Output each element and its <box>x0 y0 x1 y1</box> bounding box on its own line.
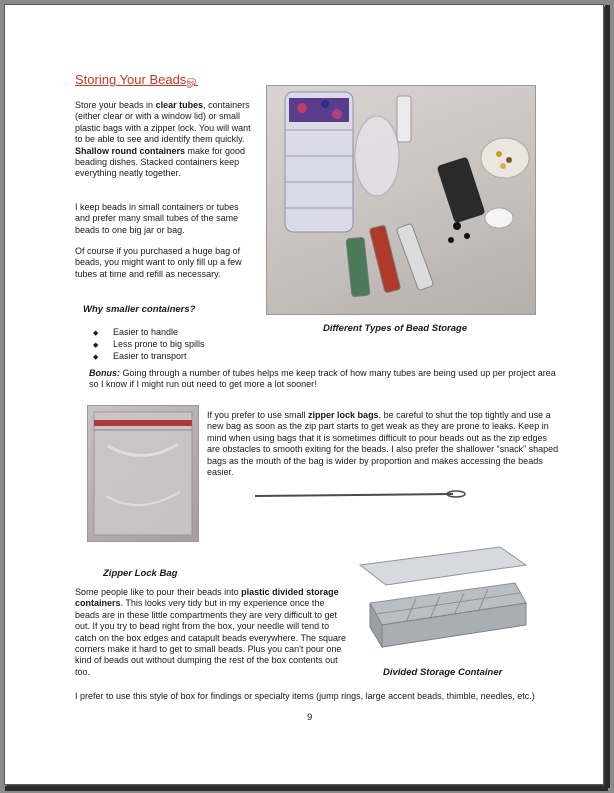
caption-divided-container: Divided Storage Container <box>383 667 503 678</box>
text: Store your beads in <box>75 100 156 110</box>
text: , be careful to shut the top tightly and use a new bag as soon as the zip part starts to get weak as they are prone to leaks. Keep in mind when using bags that it is sometimes difficult to pour beads out as the zip edges are obstacles to smooth exiting for the beads. I also prefer the shallower “snack” shaped bags as the mouth of the bag is wider by proportion and makes accessing the beads easier. <box>207 410 559 478</box>
bonus-label: Bonus: <box>89 368 120 378</box>
list-item: ◆ Easier to handle <box>93 326 205 338</box>
caption-bead-storage: Different Types of Bead Storage <box>323 323 468 334</box>
divided-container-photo <box>350 543 532 653</box>
list-item: ◆ Easier to transport <box>93 350 205 362</box>
huge-bag-paragraph: Of course if you purchased a huge bag of beads, you might want to only fill up a few tubes at time and refill as necessary. <box>75 246 242 279</box>
bead-storage-illustration <box>267 86 535 314</box>
bonus-paragraph <box>89 368 559 391</box>
small-tubes-paragraph: I keep beads in small containers or tubes and prefer many small tubes of the same beads to one big jar or bag. <box>75 202 239 235</box>
text: . This looks very tidy but in my experience once the beads are in these little compartments they are very difficult to get out. If you try to bead right from the box, your needle will tend to catch on the box edges and catapult beads everywhere. The square corners make it hard to get to small beads. Plus you can't pour one kind of beads out without dumping the rest of the box contents out too. <box>75 598 347 677</box>
page-number: 9 <box>307 712 313 723</box>
title-ornament-icon: ௐ <box>186 73 199 87</box>
page-shadow-right <box>605 5 610 788</box>
text: make for good beading dishes. Stacked containers keep everything neatly together. <box>75 145 246 179</box>
emphasis-shallow-round: Shallow round containers <box>75 145 186 156</box>
text: Going through a number of tubes helps me keep track of how many tubes are being used up per project area so I know if I might run out need to get more a lot sooner! <box>89 368 556 390</box>
document-page <box>4 4 604 785</box>
final-paragraph: I prefer to use this style of box for findings or specialty items (jump rings, large accent beads, thimble, needles, etc.) <box>75 691 535 701</box>
needle-image <box>253 489 468 501</box>
text: Some people like to pour their beads into <box>75 587 242 597</box>
emphasis-clear-tubes: clear tubes <box>155 100 204 110</box>
divided-container-illustration <box>350 543 532 653</box>
divided-container-paragraph <box>75 587 347 678</box>
zipper-bag-photo <box>87 405 199 542</box>
zipper-bag-illustration <box>88 406 198 541</box>
page-shadow-bottom <box>5 786 608 791</box>
page-title-text: Storing Your Beads <box>75 72 187 87</box>
text: , containers (either clear or with a window lid) or small plastic bags with a zipper lock. You will want to be able to see and identify them quickly. <box>75 100 251 145</box>
bead-storage-photo <box>266 85 536 315</box>
page-title <box>75 72 198 89</box>
text: If you prefer to use small <box>207 410 309 420</box>
zipper-bag-paragraph <box>207 410 559 478</box>
caption-zipper-bag: Zipper Lock Bag <box>103 568 178 579</box>
emphasis-zipper-bags: zipper lock bags <box>308 410 379 420</box>
intro-paragraph <box>75 100 253 180</box>
why-smaller-heading: Why smaller containers? <box>83 304 196 315</box>
benefits-list <box>93 326 205 362</box>
list-item: ◆ Less prone to big spills <box>93 338 205 350</box>
emphasis-divided-containers: plastic divided storage containers <box>75 587 339 609</box>
